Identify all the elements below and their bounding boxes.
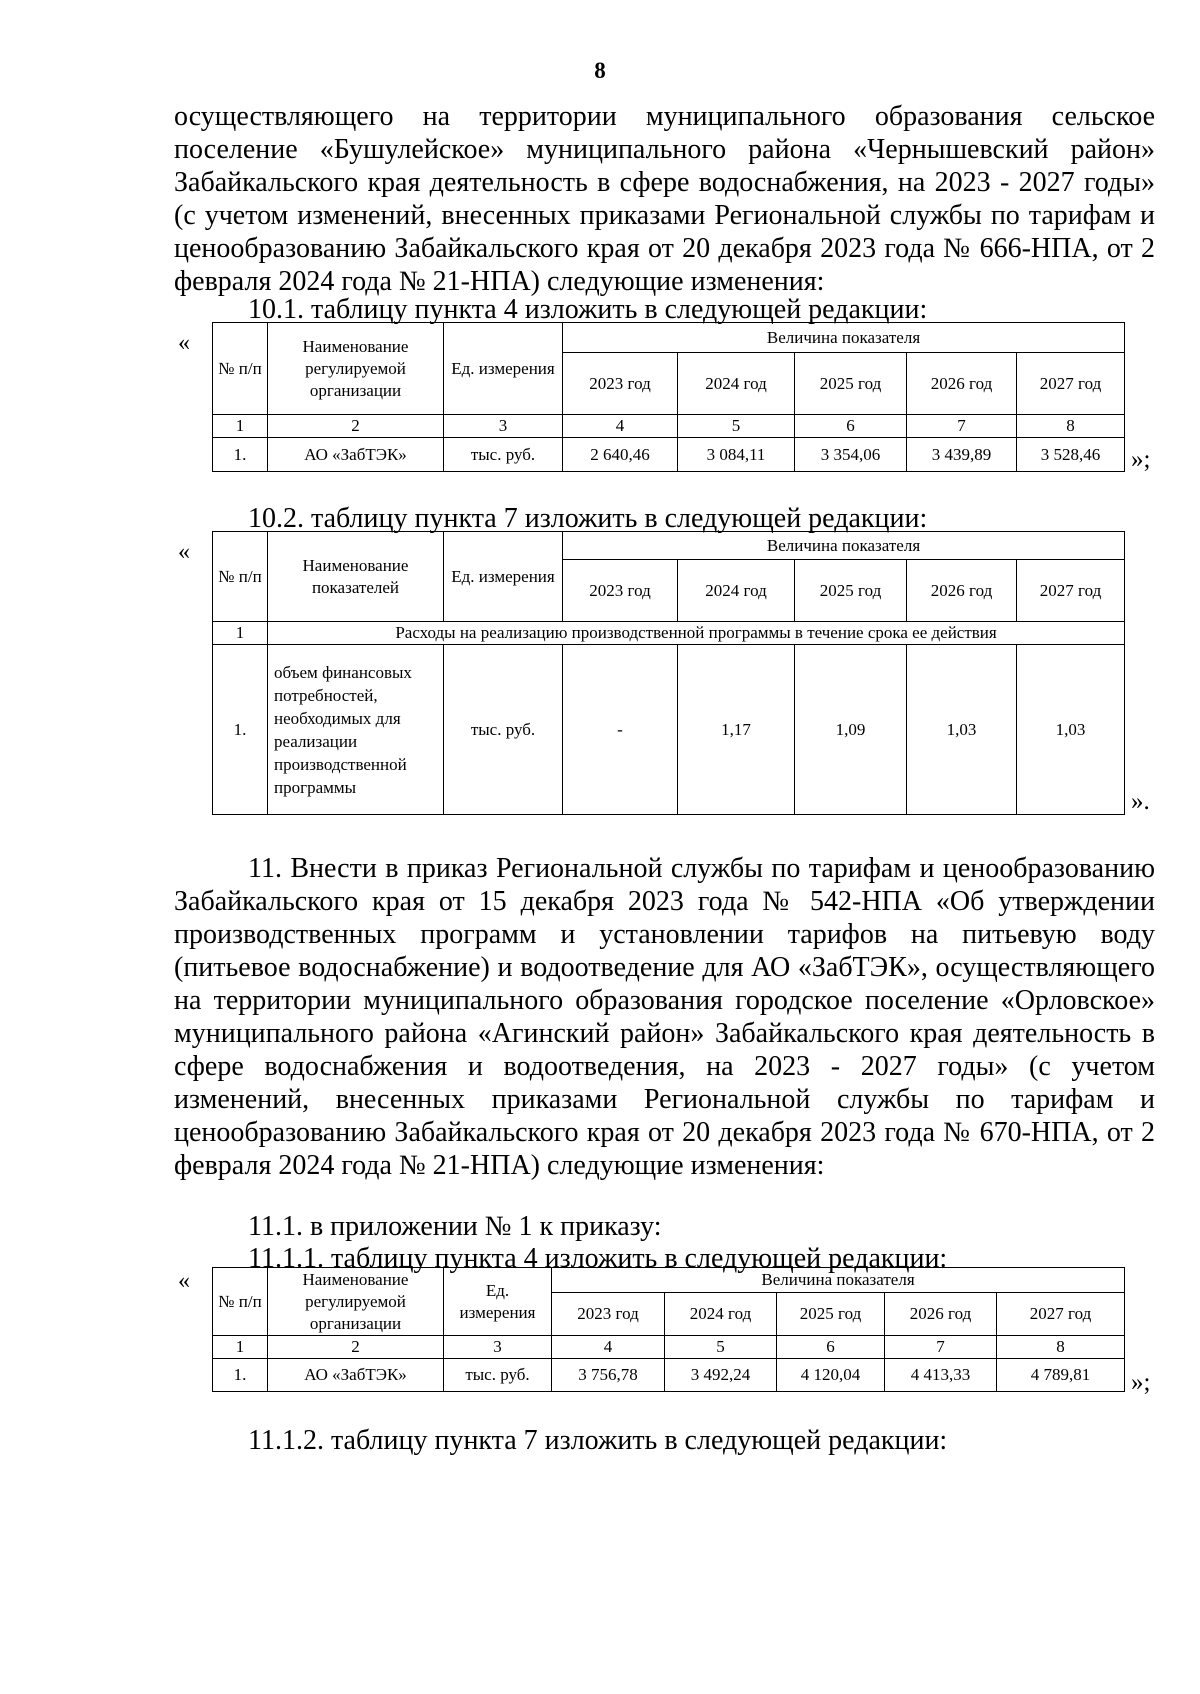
col-number: 6 bbox=[777, 1336, 885, 1359]
row-unit: тыс. руб. bbox=[444, 1359, 552, 1392]
header-year: 2023 год bbox=[563, 560, 678, 622]
row-value: 1,09 bbox=[795, 645, 907, 815]
col-number: 5 bbox=[678, 415, 795, 438]
row-unit: тыс. руб. bbox=[444, 645, 563, 815]
row-unit: тыс. руб. bbox=[444, 438, 563, 472]
section-num: 1 bbox=[213, 622, 268, 645]
header-year: 2027 год bbox=[997, 1293, 1125, 1336]
col-number: 4 bbox=[563, 415, 678, 438]
row-org-name: АО «ЗабТЭК» bbox=[268, 1359, 444, 1392]
header-year: 2024 год bbox=[678, 560, 795, 622]
table-11-1-1 bbox=[212, 1267, 1125, 1392]
header-year: 2025 год bbox=[777, 1293, 885, 1336]
col-number: 2 bbox=[268, 415, 444, 438]
header-year: 2027 год bbox=[1017, 560, 1125, 622]
col-number: 1 bbox=[213, 1336, 268, 1359]
close-quote: »; bbox=[1131, 446, 1151, 473]
col-number: 5 bbox=[665, 1336, 777, 1359]
row-value: 1,03 bbox=[1017, 645, 1125, 815]
header-name: Наименование показателей bbox=[268, 532, 444, 622]
header-year: 2026 год bbox=[907, 353, 1017, 415]
header-name: Наименование регулируемой организации bbox=[268, 1268, 444, 1336]
heading-10-2: 10.2. таблицу пункта 7 изложить в следующей редакции: bbox=[248, 503, 928, 534]
row-value: 1,17 bbox=[678, 645, 795, 815]
col-number: 3 bbox=[444, 1336, 552, 1359]
header-value-group: Величина показателя bbox=[552, 1268, 1125, 1293]
header-year: 2023 год bbox=[552, 1293, 665, 1336]
open-quote: « bbox=[178, 1268, 190, 1294]
row-value: 4 413,33 bbox=[885, 1359, 997, 1392]
heading-11-1-2: 11.1.2. таблицу пункта 7 изложить в следующей редакции: bbox=[248, 1425, 948, 1456]
col-number: 6 bbox=[795, 415, 907, 438]
header-num: № п/п bbox=[213, 323, 268, 415]
table-row bbox=[213, 1359, 1125, 1392]
col-number: 1 bbox=[213, 415, 268, 438]
header-unit: Ед. измерения bbox=[444, 532, 563, 622]
col-number: 8 bbox=[997, 1336, 1125, 1359]
row-value: 1,03 bbox=[907, 645, 1017, 815]
row-value: 4 789,81 bbox=[997, 1359, 1125, 1392]
col-number: 7 bbox=[907, 415, 1017, 438]
header-num: № п/п bbox=[213, 532, 268, 622]
row-value: 3 756,78 bbox=[552, 1359, 665, 1392]
heading-10-1: 10.1. таблицу пункта 4 изложить в следующей редакции: bbox=[248, 294, 928, 325]
header-year: 2025 год bbox=[795, 353, 907, 415]
row-num: 1. bbox=[213, 645, 268, 815]
row-value: 4 120,04 bbox=[777, 1359, 885, 1392]
header-value-group: Величина показателя bbox=[563, 532, 1125, 560]
row-value: - bbox=[563, 645, 678, 815]
close-quote: »; bbox=[1131, 1369, 1151, 1396]
col-number: 4 bbox=[552, 1336, 665, 1359]
header-name: Наименование регулируемой организации bbox=[268, 323, 444, 415]
header-year: 2027 год bbox=[1017, 353, 1125, 415]
table-10-1 bbox=[212, 322, 1125, 472]
header-year: 2023 год bbox=[563, 353, 678, 415]
row-value: 3 492,24 bbox=[665, 1359, 777, 1392]
row-value: 3 354,06 bbox=[795, 438, 907, 472]
heading-11-1-1: 11.1.1. таблицу пункта 4 изложить в следующей редакции: bbox=[248, 1243, 948, 1274]
table-row bbox=[213, 645, 1125, 815]
col-number: 3 bbox=[444, 415, 563, 438]
table-10-2 bbox=[212, 531, 1125, 815]
header-year: 2025 год bbox=[795, 560, 907, 622]
page-number: 8 bbox=[594, 58, 606, 83]
col-number: 8 bbox=[1017, 415, 1125, 438]
header-year: 2026 год bbox=[885, 1293, 997, 1336]
col-number: 2 bbox=[268, 1336, 444, 1359]
header-year: 2024 год bbox=[665, 1293, 777, 1336]
paragraph-11: 11. Внести в приказ Региональной службы по тарифам и ценообразованию Забайкальского края от 15 декабря 2023 года № 542-НПА «Об утверждении производственных программ и установлении тарифов на питьевую воду (питьевое водоснабжение) и водоотведение для АО «ЗабТЭК», осуществляющего на территории муниципального образования городское поселение «Орловское» муниципального района «Агинский район» Забайкальского края деятельность в сфере водоснабжения и водоотведения, на 2023 - 2027 годы» (с учетом изменений, внесенных приказами Региональной службы по тарифам и ценообразованию Забайкальского края от 20 декабря 2023 года № 670-НПА, от 2 февраля 2024 года № 21-НПА) следующие изменения: bbox=[174, 853, 1155, 1181]
header-value-group: Величина показателя bbox=[563, 323, 1125, 353]
table-row bbox=[213, 438, 1125, 472]
header-year: 2024 год bbox=[678, 353, 795, 415]
row-value: 3 084,11 bbox=[678, 438, 795, 472]
row-num: 1. bbox=[213, 1359, 268, 1392]
header-num: № п/п bbox=[213, 1268, 268, 1336]
section-title: Расходы на реализацию производственной программы в течение срока ее действия bbox=[268, 622, 1125, 645]
row-value: 3 439,89 bbox=[907, 438, 1017, 472]
row-num: 1. bbox=[213, 438, 268, 472]
col-number: 7 bbox=[885, 1336, 997, 1359]
row-org-name: АО «ЗабТЭК» bbox=[268, 438, 444, 472]
header-year: 2026 год bbox=[907, 560, 1017, 622]
header-unit: Ед. измерения bbox=[444, 1268, 552, 1336]
open-quote: « bbox=[178, 330, 190, 356]
open-quote: « bbox=[178, 539, 190, 565]
row-value: 2 640,46 bbox=[563, 438, 678, 472]
row-value: 3 528,46 bbox=[1017, 438, 1125, 472]
heading-11-1: 11.1. в приложении № 1 к приказу: bbox=[248, 1211, 662, 1242]
header-unit: Ед. измерения bbox=[444, 323, 563, 415]
row-indicator-name: объем финансовых потребностей, необходимых для реализации производственной программы bbox=[268, 645, 444, 815]
close-quote: ». bbox=[1131, 788, 1150, 815]
intro-paragraph: осуществляющего на территории муниципального образования сельское поселение «Бушулейское» муниципального района «Чернышевский район» Забайкальского края деятельность в сфере водоснабжения, на 2023 - 2027 годы» (с учетом изменений, внесенных приказами Региональной службы по тарифам и ценообразованию Забайкальского края от 20 декабря 2023 года № 666-НПА, от 2 февраля 2024 года № 21-НПА) следующие изменения: bbox=[174, 101, 1155, 297]
